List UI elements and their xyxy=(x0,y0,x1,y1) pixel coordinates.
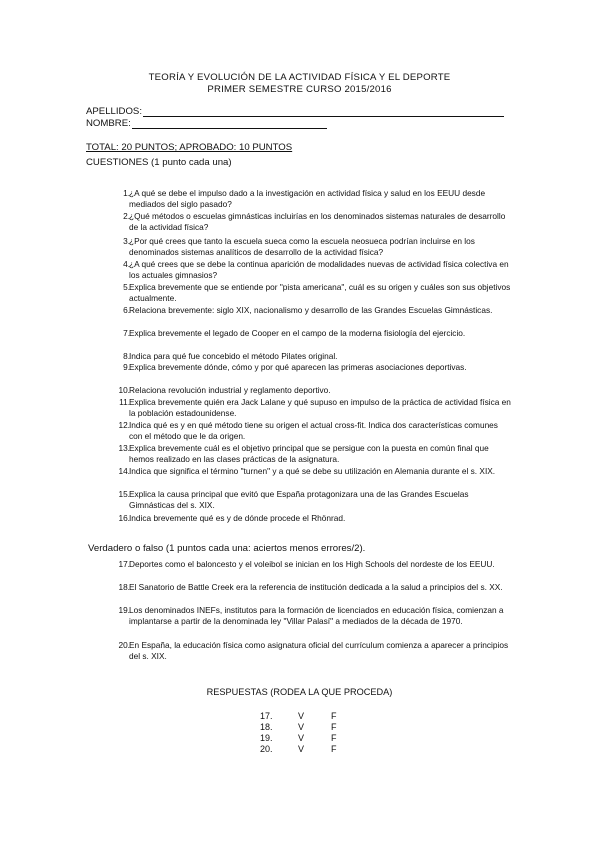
question-text: Relaciona revolución industrial y reglamento deportivo. xyxy=(129,385,331,395)
answer-number: 19. xyxy=(260,733,273,743)
answer-option-f[interactable]: F xyxy=(331,744,337,754)
question-item xyxy=(112,397,512,418)
nombre-field xyxy=(86,118,327,129)
apellidos-field xyxy=(86,106,504,117)
answer-number: 18. xyxy=(260,722,273,732)
question-number: 14. xyxy=(118,466,130,476)
question-text: Indica para qué fue concebido el método Pilates original. xyxy=(129,351,338,361)
true-false-item xyxy=(112,605,512,626)
question-number: 18. xyxy=(118,582,130,592)
question-text: El Sanatorio de Battle Creek era la referencia de institución dedicada a la salud a principios del s. XX. xyxy=(129,582,503,592)
answer-option-v[interactable]: V xyxy=(298,711,305,721)
question-item xyxy=(112,362,512,373)
question-text: Explica brevemente el legado de Cooper en el campo de la moderna fisiología del ejercicio. xyxy=(129,328,466,338)
question-item xyxy=(112,351,512,362)
verdadero-falso-heading: Verdadero o falso (1 puntos cada una: aciertos menos errores/2). xyxy=(88,543,366,554)
question-number: 20. xyxy=(118,640,130,650)
question-number: 16. xyxy=(118,513,130,523)
question-number: 17. xyxy=(118,559,130,569)
question-text: En España, la educación física como asignatura oficial del currículum comienza a aparecer a principios del s. XIX. xyxy=(129,640,509,661)
apellidos-label: APELLIDOS: xyxy=(86,106,142,117)
question-item xyxy=(112,420,512,441)
question-item xyxy=(112,328,512,339)
question-item xyxy=(112,188,512,209)
answer-option-f[interactable]: F xyxy=(331,711,337,721)
question-item xyxy=(112,236,512,257)
question-item xyxy=(112,282,512,303)
answer-option-f[interactable]: F xyxy=(331,733,337,743)
question-text: ¿Por qué crees que tanto la escuela sueca como la escuela neosueca podrían incluirse en los denominados sistemas analíticos de desarrollo de la actividad física? xyxy=(129,236,475,257)
question-number: 2. xyxy=(123,211,130,221)
question-text: Indica que significa el término "turnen" y a qué se debe su utilización en Alemania durante el s. XIX. xyxy=(129,466,496,476)
question-text: Explica la causa principal que evitó que España protagonizara una de las Grandes Escuelas Gimnásticas del s. XIX. xyxy=(129,489,469,510)
question-number: 15. xyxy=(118,489,130,499)
question-number: 3. xyxy=(123,236,130,246)
question-item xyxy=(112,443,512,464)
question-text: Explica brevemente dónde, cómo y por qué aparecen las primeras asociaciones deportivas. xyxy=(129,362,467,372)
answer-option-f[interactable]: F xyxy=(331,722,337,732)
answer-option-v[interactable]: V xyxy=(298,722,305,732)
answer-option-v[interactable]: V xyxy=(298,744,305,754)
true-false-item xyxy=(112,582,512,593)
question-number: 11. xyxy=(119,397,130,407)
question-item xyxy=(112,385,512,396)
true-false-item xyxy=(112,559,512,570)
question-item xyxy=(112,259,512,280)
question-number: 7. xyxy=(123,328,130,338)
question-text: Explica brevemente quién era Jack Lalane y qué supuso en impulso de la práctica de actividad física en la población estadounidense. xyxy=(129,397,511,418)
answer-number: 17. xyxy=(260,711,273,721)
question-number: 19. xyxy=(118,605,130,615)
respuestas-heading: RESPUESTAS (RODEA LA QUE PROCEDA) xyxy=(206,687,393,697)
question-text: Indica qué es y en qué método tiene su origen el actual cross-fit. Indica dos características comunes con el método que le da origen. xyxy=(129,420,498,441)
answer-option-v[interactable]: V xyxy=(298,733,305,743)
question-text: ¿A qué crees que se debe la continua aparición de modalidades nuevas de actividad física colectiva en los actuales gimnasios? xyxy=(129,259,509,280)
cuestiones-heading: CUESTIONES (1 punto cada una) xyxy=(86,157,232,168)
question-number: 4. xyxy=(123,259,130,269)
question-number: 8. xyxy=(123,351,130,361)
question-number: 12. xyxy=(118,420,130,430)
question-number: 5. xyxy=(123,282,130,292)
question-item xyxy=(112,211,512,232)
question-text: Explica brevemente cuál es el objetivo principal que se persigue con la puesta en común final que hemos realizado en las clases prácticas de la asignatura. xyxy=(129,443,489,464)
question-number: 1. xyxy=(123,188,130,198)
question-item xyxy=(112,489,512,510)
question-number: 9. xyxy=(123,362,130,372)
question-item xyxy=(112,513,512,524)
question-item xyxy=(112,466,512,477)
question-item xyxy=(112,305,512,316)
question-text: Explica brevemente que se entiende por "pista americana", cuál es su origen y cuáles son sus objetivos actualmente. xyxy=(129,282,511,303)
true-false-item xyxy=(112,640,512,661)
question-text: ¿A qué se debe el impulso dado a la investigación en actividad física y salud en los EEUU desde mediados del siglo pasado? xyxy=(129,188,486,209)
total-points: TOTAL: 20 PUNTOS; APROBADO: 10 PUNTOS xyxy=(86,142,293,153)
question-text: Indica brevemente qué es y de dónde procede el Rhönrad. xyxy=(129,513,346,523)
apellidos-line xyxy=(143,107,504,117)
question-number: 6. xyxy=(123,305,130,315)
question-text: ¿Qué métodos o escuelas gimnásticas incluirías en los denominados sistemas naturales de desarrollo de la actividad física? xyxy=(129,211,506,232)
question-text: Relaciona brevemente: siglo XIX, nacionalismo y desarrollo de las Grandes Escuelas Gimnásticas. xyxy=(129,305,493,315)
question-number: 10. xyxy=(118,385,130,395)
question-number: 13. xyxy=(118,443,130,453)
nombre-label: NOMBRE: xyxy=(86,118,131,129)
exam-subtitle: PRIMER SEMESTRE CURSO 2015/2016 xyxy=(207,84,392,95)
exam-title: TEORÍA Y EVOLUCIÓN DE LA ACTIVIDAD FÍSICA Y EL DEPORTE xyxy=(148,72,451,83)
question-text: Deportes como el baloncesto y el voleibol se inician en los High Schools del nordeste de los EEUU. xyxy=(129,559,495,569)
answer-number: 20. xyxy=(260,744,273,754)
question-text: Los denominados INEFs, institutos para la formación de licenciados en educación física, comienzan a implantarse a partir de la denominada ley "Villar Palasí" a mediados de la década de 1970. xyxy=(129,605,504,626)
nombre-line xyxy=(132,119,327,129)
